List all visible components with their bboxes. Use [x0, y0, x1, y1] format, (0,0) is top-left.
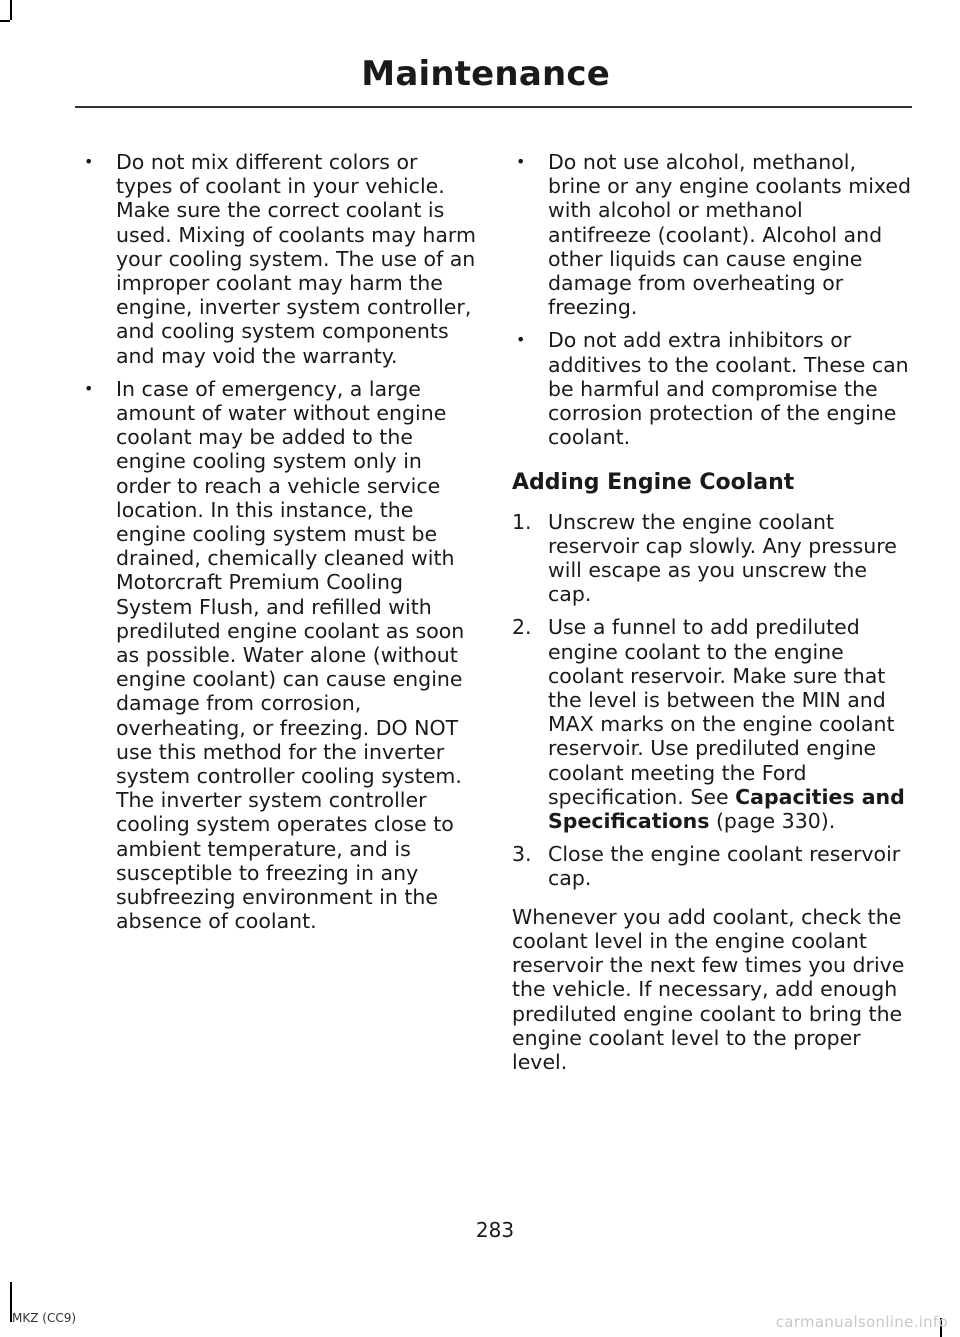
left-column	[80, 150, 480, 943]
step-number: 3.	[512, 842, 532, 867]
header-divider	[75, 106, 912, 108]
step-text: Use a funnel to add prediluted engine coolant to the engine coolant reservoir. Make sure that the level is between the MIN and MAX marks on the engine coolant reservoir. Use prediluted engine coolant meeting the Ford specification. See	[548, 615, 895, 809]
cross-reference-link[interactable]: Capacities and Specifications	[548, 784, 905, 834]
step-number: 2.	[512, 615, 532, 640]
page-title: Maintenance	[361, 54, 610, 94]
step-text: Close the engine coolant reservoir cap.	[548, 842, 901, 891]
step-text: Unscrew the engine coolant reservoir cap slowly. Any pressure will escape as you unscrew the cap.	[548, 509, 897, 607]
section-heading: Adding Engine Coolant	[512, 470, 795, 496]
page-reference: (page 330).	[709, 809, 836, 834]
step-item	[512, 510, 912, 607]
list-item: • In case of emergency, a large amount of water without engine coolant may be added to the engine cooling system only in order to reach a vehicle service location. In this instance, the engine cooling system must be drained, chemically cleaned with Motorcraft Premium Cooling System Flush, and refilled with prediluted engine coolant as soon as possible. Water alone (without engine coolant) can cause engine damage from corrosion, overheating, or freezing. DO NOT use this method for the inverter system controller cooling system. The inverter system controller cooling system operates close to ambient temperature, and is susceptible to freezing in any subfreezing environment in the absence of coolant.	[80, 377, 480, 934]
page-number: 283	[475, 1218, 515, 1242]
right-column	[512, 150, 912, 1074]
step-number: 1.	[512, 509, 532, 534]
list-item: • Do not mix different colors or types of coolant in your vehicle. Make sure the correct coolant is used. Mixing of coolants may harm your cooling system. The use of an improper coolant may harm the engine, inverter system controller, and cooling system components and may void the warranty.	[80, 150, 480, 368]
model-code: MKZ (CC9)	[12, 1311, 77, 1325]
watermark: carmanualsonline.info	[775, 1313, 948, 1331]
right-bullet-list	[512, 150, 912, 449]
crop-mark	[10, 0, 12, 20]
closing-paragraph: Whenever you add coolant, check the coolant level in the engine coolant reservoir the next few times you drive the vehicle. If necessary, add enough prediluted engine coolant to bring the engine coolant level to the proper level.	[512, 904, 905, 1074]
list-item: • Do not use alcohol, methanol, brine or any engine coolants mixed with alcohol or methanol antifreeze (coolant). Alcohol and other liquids can cause engine damage from overheating or freezing.	[512, 150, 912, 319]
steps-list	[512, 510, 912, 891]
left-bullet-list	[80, 150, 480, 934]
list-item: • Do not add extra inhibitors or additives to the coolant. These can be harmful and compromise the corrosion protection of the engine coolant.	[512, 328, 912, 449]
step-item	[512, 615, 912, 833]
step-item	[512, 842, 912, 890]
crop-mark	[0, 20, 10, 22]
